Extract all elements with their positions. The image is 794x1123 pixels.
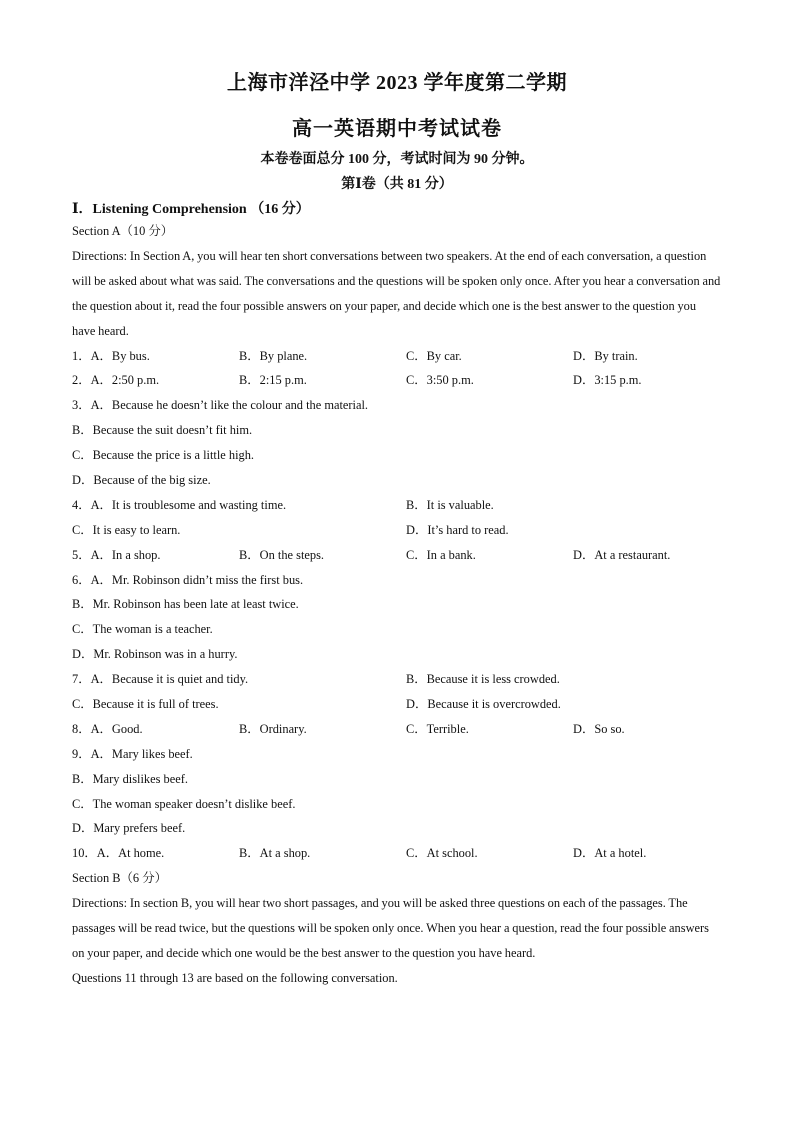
section-a-label: Section A（10 分） — [72, 224, 174, 238]
q2-option-a: 2．A．2:50 p.m. — [72, 373, 160, 388]
q7-option-d: D．Because it is overcrowded. — [406, 696, 561, 711]
q4-option-c: C．It is easy to learn. — [72, 522, 181, 537]
q4-option-d: D．It’s hard to read. — [406, 522, 509, 537]
q7-option-a: 7．A．Because it is quiet and tidy. — [72, 672, 249, 687]
q5-option-d: D．At a restaurant. — [573, 547, 671, 562]
question-4-row-2 — [72, 518, 722, 543]
q10-option-d: D．At a hotel. — [573, 846, 647, 861]
q2-option-c: C．3:50 p.m. — [406, 373, 474, 388]
section-a-directions: Directions: In Section A, you will hear ten short conversations between two speakers. At the end of each conversation, a question will be asked about what was said. The conversations and the questions will be spoken only once. After you hear a conversation and the question about it, read the four possible answers on your paper, and decide which one is the best answer to the question you have heard. — [72, 248, 721, 338]
exam-title: 高一英语期中考试试卷 — [292, 118, 502, 140]
q9-option-a: 9．A．Mary likes beef. — [72, 746, 193, 761]
q6-option-b: B．Mr. Robinson has been late at least twice. — [72, 597, 299, 612]
section-b-label: Section B（6 分） — [72, 871, 167, 886]
q8-option-c: C．Terrible. — [406, 721, 469, 736]
school-title: 上海市洋泾中学 2023 学年度第二学期 — [227, 72, 567, 94]
q8-option-b: B．Ordinary. — [239, 721, 307, 736]
q5-option-b: B．On the steps. — [239, 547, 325, 562]
q3-option-d: D．Because of the big size. — [72, 472, 211, 487]
q2-option-b: B．2:15 p.m. — [239, 373, 307, 388]
q7-option-b: B．Because it is less crowded. — [406, 672, 560, 687]
part-title: 第Ⅰ卷（共 81 分） — [341, 177, 453, 192]
q3-option-a: 3．A．Because he doesn’t like the colour and the material. — [72, 398, 369, 413]
q3-option-c: C．Because the price is a little high. — [72, 448, 255, 463]
exam-content — [72, 219, 722, 991]
q1-option-a: 1．A．By bus. — [72, 348, 150, 363]
q8-option-a: 8．A．Good. — [72, 721, 143, 736]
q8-option-d: D．So so. — [573, 721, 625, 736]
q4-option-b: B．It is valuable. — [406, 497, 494, 512]
q9-option-c: C．The woman speaker doesn’t dislike beef. — [72, 796, 296, 811]
q4-option-a: 4．A．It is troublesome and wasting time. — [72, 497, 287, 512]
q6-option-d: D．Mr. Robinson was in a hurry. — [72, 647, 238, 662]
question-1 — [72, 344, 722, 369]
question-10 — [72, 841, 722, 866]
q6-option-a: 6．A．Mr. Robinson didn’t miss the first bus. — [72, 572, 304, 587]
q3-option-b: B．Because the suit doesn’t fit him. — [72, 423, 253, 438]
question-8 — [72, 717, 722, 742]
question-4-row-1 — [72, 493, 722, 518]
q7-option-c: C．Because it is full of trees. — [72, 696, 219, 711]
q5-option-a: 5．A．In a shop. — [72, 547, 161, 562]
q10-option-a: 10．A．At home. — [72, 846, 165, 861]
question-5 — [72, 543, 722, 568]
q5-option-c: C．In a bank. — [406, 547, 476, 562]
score-info: 本卷卷面总分 100 分，考试时间为 90 分钟。 — [260, 152, 534, 167]
question-7-row-1 — [72, 667, 722, 692]
q2-option-d: D．3:15 p.m. — [573, 373, 642, 388]
question-2 — [72, 368, 722, 393]
q6-option-c: C．The woman is a teacher. — [72, 622, 213, 637]
q10-option-c: C．At school. — [406, 846, 478, 861]
q1-option-c: C．By car. — [406, 348, 462, 363]
section-b-intro: Questions 11 through 13 are based on the following conversation. — [72, 970, 398, 985]
section-b-directions: Directions: In section B, you will hear two short passages, and you will be asked three questions on each of the passages. The passages will be read twice, but the questions will be spoken only once. When you hear a question, read the four possible answers on your paper, and decide which one would be the best answer to the question you have heard. — [72, 896, 709, 960]
listening-section-title: Ⅰ．Listening Comprehension （16 分） — [72, 202, 310, 217]
q9-option-b: B．Mary dislikes beef. — [72, 771, 188, 786]
q1-option-b: B．By plane. — [239, 348, 308, 363]
q9-option-d: D．Mary prefers beef. — [72, 821, 186, 836]
question-7-row-2 — [72, 692, 722, 717]
q10-option-b: B．At a shop. — [239, 846, 311, 861]
q1-option-d: D．By train. — [573, 348, 638, 363]
